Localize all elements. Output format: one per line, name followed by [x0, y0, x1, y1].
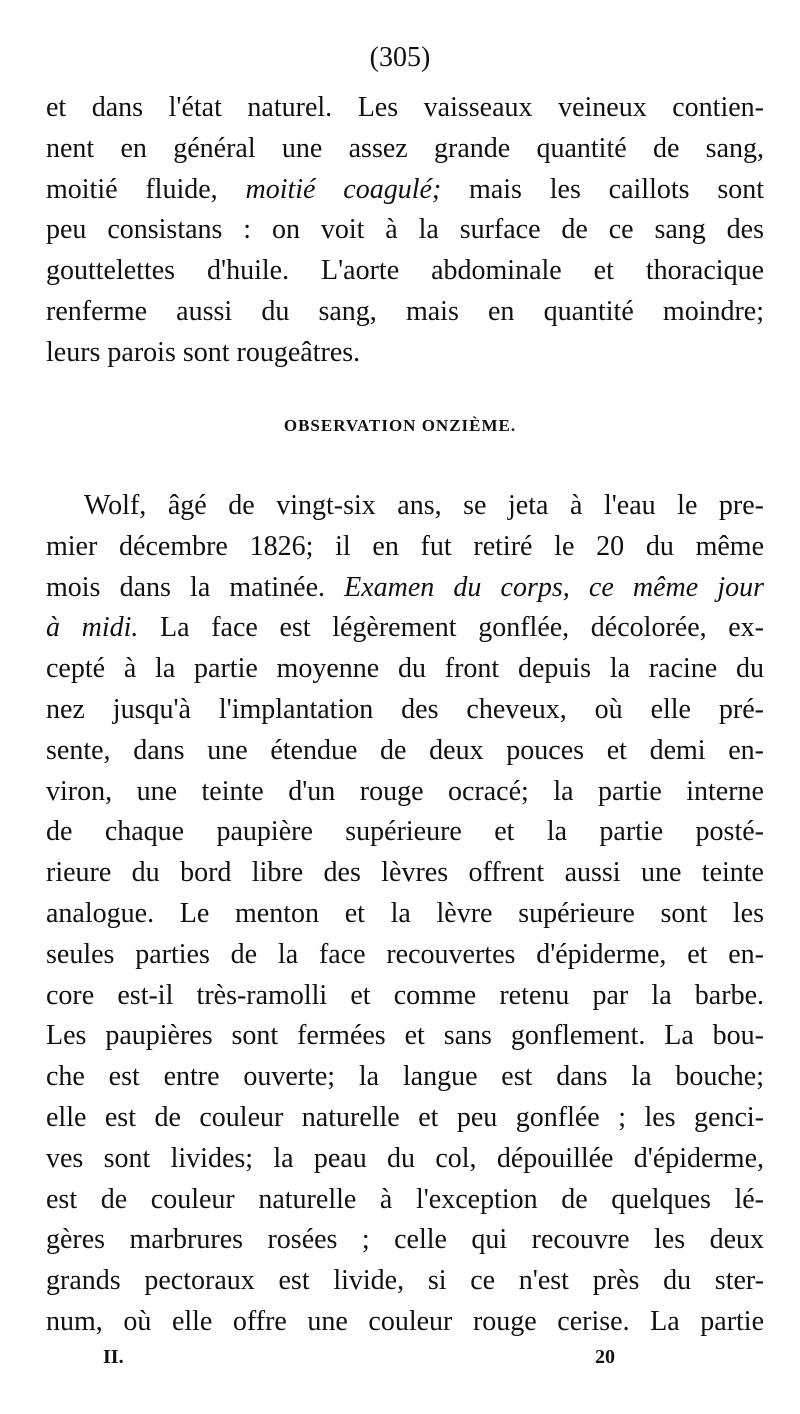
text-line: mier décembre 1826; il en fut retiré le 20 du même	[46, 530, 764, 562]
page-number: (305)	[369, 42, 431, 73]
text-line	[46, 608, 764, 649]
italic-span: Examen du corps, ce même jour	[344, 571, 764, 603]
text-line: che est entre ouverte; la langue est dans la bouche;	[46, 1061, 764, 1093]
text-line: Wolf, âgé de vingt-six ans, se jeta à l'eau le pre-	[84, 490, 764, 521]
text-line: core est-il très-ramolli et comme retenu par la barbe.	[46, 979, 764, 1011]
text-span: moitié fluide,	[46, 173, 246, 205]
text-span: mais les caillots sont	[441, 173, 765, 205]
text-line: et dans l'état naturel. Les vaisseaux veineux contien-	[46, 92, 764, 123]
text-line: viron, une teinte d'un rouge ocracé; la partie interne	[46, 775, 764, 807]
text-line: sente, dans une étendue de deux pouces et demi en-	[46, 734, 764, 766]
text-line: elle est de couleur naturelle et peu gonflée ; les genci-	[46, 1101, 764, 1133]
gathering-number: 20	[595, 1346, 615, 1368]
text-line: gouttelettes d'huile. L'aorte abdominale et thoracique	[46, 255, 764, 287]
text-line: nent en général une assez grande quantité de sang,	[46, 132, 764, 164]
text-line	[46, 170, 764, 211]
text-line: peu consistans : on voit à la surface de ce sang des	[46, 214, 764, 246]
signature-mark: II.	[103, 1346, 124, 1368]
text-line: cepté à la partie moyenne du front depuis la racine du	[46, 653, 764, 685]
text-span: mois dans la matinée.	[46, 571, 345, 603]
text-line: est de couleur naturelle à l'exception de quelques lé-	[46, 1183, 764, 1215]
text-line: nez jusqu'à l'implantation des cheveux, où elle pré-	[46, 693, 764, 725]
paragraph-observation	[46, 486, 764, 1343]
text-line: leurs parois sont rougeâtres.	[46, 336, 361, 368]
section-heading: OBSERVATION ONZIÈME.	[283, 416, 517, 435]
text-line: analogue. Le menton et la lèvre supérieure sont les	[46, 897, 764, 929]
italic-span: moitié coagulé;	[245, 173, 442, 205]
text-line: grands pectoraux est livide, si ce n'est près du ster-	[46, 1265, 764, 1297]
text-span: La face est légèrement gonflée, décolorée, ex-	[138, 612, 765, 644]
text-line: rieure du bord libre des lèvres offrent aussi une teinte	[46, 857, 764, 889]
text-line: num, où elle offre une couleur rouge cerise. La partie	[46, 1305, 764, 1337]
text-line: gères marbrures rosées ; celle qui recouvre les deux	[46, 1224, 764, 1256]
paragraph-continuation	[46, 88, 764, 374]
text-line: ves sont livides; la peau du col, dépouillée d'épiderme,	[46, 1142, 764, 1174]
text-line: Les paupières sont fermées et sans gonflement. La bou-	[46, 1020, 764, 1052]
text-line: renferme aussi du sang, mais en quantité moindre;	[46, 295, 764, 327]
italic-span: à midi.	[46, 612, 139, 644]
text-line	[46, 568, 764, 609]
text-line: de chaque paupière supérieure et la partie posté-	[46, 816, 764, 848]
text-line: seules parties de la face recouvertes d'épiderme, et en-	[46, 938, 764, 970]
